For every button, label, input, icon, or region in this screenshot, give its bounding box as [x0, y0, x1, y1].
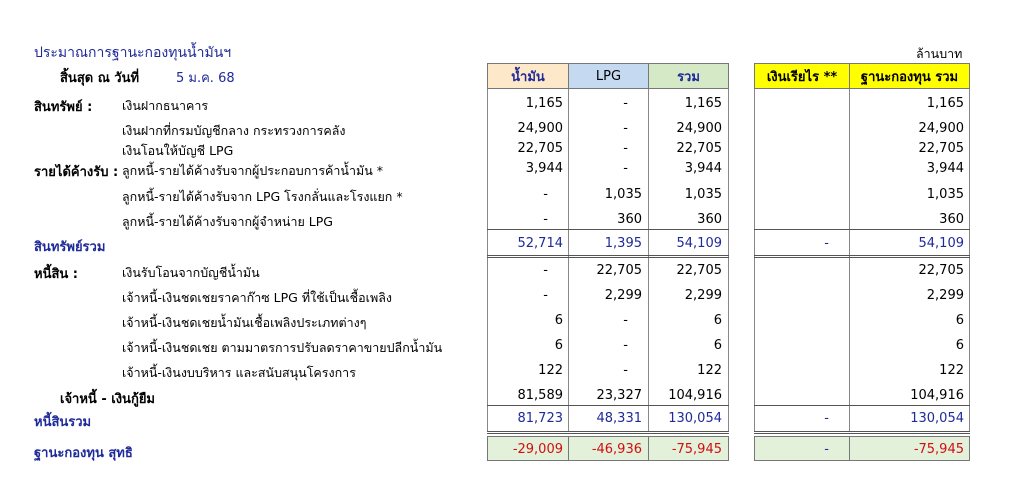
cell-total: 1,165 [684, 96, 722, 111]
rule-liab-top-left [487, 405, 729, 406]
header-oil: น้ำมัน [487, 63, 569, 89]
cell-fund: 360 [939, 212, 964, 227]
row-label: เจ้าหนี้-เงินชดเชย ตามมาตรการปรับลดราคาขายปลีกน้ำมัน [122, 340, 443, 355]
cell-total: 122 [697, 363, 722, 378]
cell-oil: 81,589 [517, 388, 563, 403]
cell-oil: 24,900 [517, 121, 563, 136]
cell-fund: 6 [955, 338, 964, 353]
total-assets-label: สินทรัพย์รวม [34, 240, 106, 255]
row-label: ลูกหนี้-รายได้ค้างรับจาก LPG โรงกลั่นและโรงแยก * [122, 189, 403, 204]
cell-oil: 22,705 [517, 141, 563, 156]
cell-oil: - [543, 187, 548, 202]
cell-lpg: - [623, 313, 628, 328]
cell-lpg: 360 [617, 212, 642, 227]
cell-total: 2,299 [684, 288, 722, 303]
header-cash: เงินเรียไร ** [754, 63, 850, 89]
cell-oil: -29,009 [512, 442, 563, 457]
rule-assets-bottom-left [487, 255, 729, 258]
cell-lpg: - [623, 121, 628, 136]
total-liabilities-label: หนี้สินรวม [34, 415, 92, 430]
cell-cash: - [824, 442, 829, 457]
row-label: ลูกหนี้-รายได้ค้างรับจากผู้จำหน่าย LPG [122, 214, 333, 229]
cell-cash: - [824, 236, 829, 251]
row-label: ลูกหนี้-รายได้ค้างรับจากผู้ประกอบการค้าน้ำมัน * [122, 163, 383, 178]
row-label: เจ้าหนี้-เงินชดเชยน้ำมันเชื้อเพลิงประเภทต่างๆ [122, 315, 367, 330]
cell-total: 22,705 [676, 263, 722, 278]
cell-oil: - [543, 212, 548, 227]
row-label: เงินโอนให้บัญชี LPG [122, 143, 234, 158]
cell-lpg: 1,395 [604, 236, 642, 251]
header-lpg: LPG [568, 63, 649, 89]
row-label: เจ้าหนี้-เงินงบบริหาร และสนับสนุนโครงการ [122, 365, 356, 380]
cell-fund: 22,705 [918, 263, 964, 278]
cell-oil: 3,944 [525, 161, 563, 176]
unit-label: ล้านบาท [916, 46, 963, 61]
cell-lpg: - [623, 141, 628, 156]
cell-oil: 6 [554, 313, 563, 328]
cell-lpg: 22,705 [596, 263, 642, 278]
cell-lpg: 2,299 [604, 288, 642, 303]
cell-fund: 6 [955, 313, 964, 328]
header-total: รวม [648, 63, 729, 89]
rule-assets-bottom-right [754, 255, 970, 258]
cell-oil: - [543, 288, 548, 303]
cell-total: 6 [713, 338, 722, 353]
cell-oil: 6 [554, 338, 563, 353]
cell-lpg: 1,035 [604, 187, 642, 202]
rule-assets-top-right [754, 229, 970, 230]
cell-lpg: - [623, 161, 628, 176]
cell-fund: 2,299 [926, 288, 964, 303]
header-fund-total: ฐานะกองทุน รวม [849, 63, 970, 89]
cell-lpg: - [623, 96, 628, 111]
rule-liab-bottom-right [754, 431, 970, 434]
cell-total: -75,945 [671, 442, 722, 457]
cell-oil: 122 [538, 363, 563, 378]
row-label: เงินรับโอนจากบัญชีน้ำมัน [122, 265, 260, 280]
cell-fund: 122 [939, 363, 964, 378]
cell-oil: 81,723 [517, 411, 563, 426]
rule-liab-top-right [754, 405, 970, 406]
row-label: เงินฝากธนาคาร [122, 98, 209, 113]
section-assets: สินทรัพย์ : [34, 100, 93, 115]
cell-total: 54,109 [676, 236, 722, 251]
cell-total: 1,035 [684, 187, 722, 202]
cell-fund: 22,705 [918, 141, 964, 156]
loans-label: เจ้าหนี้ - เงินกู้ยืม [60, 392, 155, 407]
cell-fund: -75,945 [913, 442, 964, 457]
cell-fund: 104,916 [910, 388, 964, 403]
cell-oil: 1,165 [525, 96, 563, 111]
cell-fund: 24,900 [918, 121, 964, 136]
cell-fund: 54,109 [918, 236, 964, 251]
cell-lpg: - [623, 363, 628, 378]
rule-assets-top-left [487, 229, 729, 230]
cell-total: 22,705 [676, 141, 722, 156]
cell-oil: - [543, 263, 548, 278]
cell-total: 24,900 [676, 121, 722, 136]
cell-lpg: -46,936 [591, 442, 642, 457]
section-receivables: รายได้ค้างรับ : [34, 165, 119, 180]
cell-fund: 130,054 [910, 411, 964, 426]
date-label: สิ้นสุด ณ วันที่ [60, 71, 140, 86]
cell-lpg: - [623, 338, 628, 353]
row-label: เจ้าหนี้-เงินชดเชยราคาก๊าซ LPG ที่ใช้เป็นเชื้อเพลิง [122, 290, 392, 305]
cell-lpg: 48,331 [596, 411, 642, 426]
cell-total: 104,916 [668, 388, 722, 403]
row-label: เงินฝากที่กรมบัญชีกลาง กระทรวงการคลัง [122, 123, 346, 138]
cell-fund: 1,035 [926, 187, 964, 202]
cell-fund: 1,165 [926, 96, 964, 111]
cell-lpg: 23,327 [596, 388, 642, 403]
col-frame-cash [754, 89, 850, 432]
section-liabilities: หนี้สิน : [34, 267, 79, 282]
date-value: 5 ม.ค. 68 [176, 71, 235, 86]
cell-cash: - [824, 411, 829, 426]
cell-oil: 52,714 [517, 236, 563, 251]
cell-total: 6 [713, 313, 722, 328]
cell-total: 130,054 [668, 411, 722, 426]
report-title: ประมาณการฐานะกองทุนน้ำมันฯ [34, 45, 232, 61]
net-fund-label: ฐานะกองทุน สุทธิ [34, 446, 133, 461]
cell-total: 3,944 [684, 161, 722, 176]
rule-liab-bottom-left [487, 431, 729, 434]
cell-fund: 3,944 [926, 161, 964, 176]
cell-total: 360 [697, 212, 722, 227]
